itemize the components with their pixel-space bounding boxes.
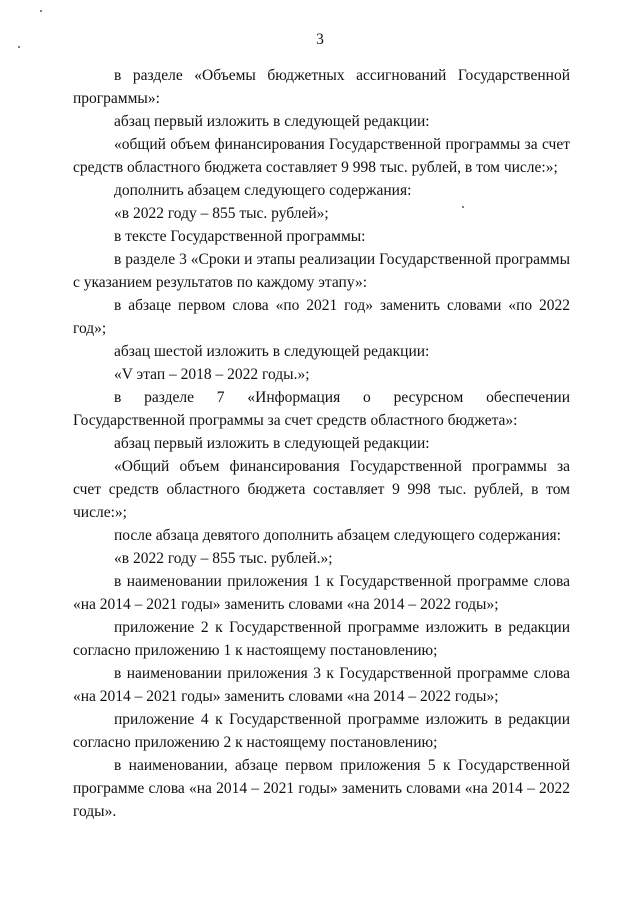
scan-speck bbox=[40, 10, 42, 12]
paragraph: приложение 4 к Государственной программе изложить в редакции согласно приложению 2 к настоящему постановлению; bbox=[73, 711, 570, 751]
paragraph: в тексте Государственной программы: bbox=[114, 228, 366, 245]
page-number: 3 bbox=[316, 31, 324, 48]
paragraph: «V этап – 2018 – 2022 годы.»; bbox=[114, 366, 310, 383]
paragraph: в наименовании приложения 3 к Государственной программе слова «на 2014 – 2021 годы» заменить словами «на 2014 – 2022 годы»; bbox=[73, 665, 570, 705]
paragraph: в разделе 7 «Информация о ресурсном обеспечении Государственной программы за счет средств областного бюджета»: bbox=[73, 389, 570, 429]
paragraph: «в 2022 году – 855 тыс. рублей.»; bbox=[114, 550, 333, 567]
paragraph: приложение 2 к Государственной программе изложить в редакции согласно приложению 1 к настоящему постановлению; bbox=[73, 619, 570, 659]
paragraph: «Общий объем финансирования Государственной программы за счет средств областного бюджета составляет 9 998 тыс. рублей, в том числе:»; bbox=[73, 458, 570, 521]
paragraph: «общий объем финансирования Государственной программы за счет средств областного бюджета составляет 9 998 тыс. рублей, в том числе:»; bbox=[73, 136, 570, 176]
paragraph: абзац первый изложить в следующей редакции: bbox=[114, 113, 430, 130]
paragraph: после абзаца девятого дополнить абзацем следующего содержания: bbox=[114, 527, 561, 544]
paragraph: в абзаце первом слова «по 2021 год» заменить словами «по 2022 год»; bbox=[73, 297, 570, 337]
paragraph: в наименовании, абзаце первом приложения 5 к Государственной программе слова «на 2014 – 2021 годы» заменить словами «на 2014 – 2022 годы». bbox=[73, 757, 570, 820]
paragraph: абзац первый изложить в следующей редакции: bbox=[114, 435, 430, 452]
paragraph: «в 2022 году – 855 тыс. рублей»; bbox=[114, 205, 329, 222]
paragraph: дополнить абзацем следующего содержания: bbox=[114, 182, 412, 199]
paragraph: в разделе «Объемы бюджетных ассигнований Государственной программы»: bbox=[73, 67, 570, 107]
paragraph: абзац шестой изложить в следующей редакции: bbox=[114, 343, 430, 360]
paragraph: в разделе 3 «Сроки и этапы реализации Государственной программы с указанием результатов по каждому этапу»: bbox=[73, 251, 570, 291]
document-body bbox=[73, 64, 570, 823]
paragraph: в наименовании приложения 1 к Государственной программе слова «на 2014 – 2021 годы» заменить словами «на 2014 – 2022 годы»; bbox=[73, 573, 570, 613]
